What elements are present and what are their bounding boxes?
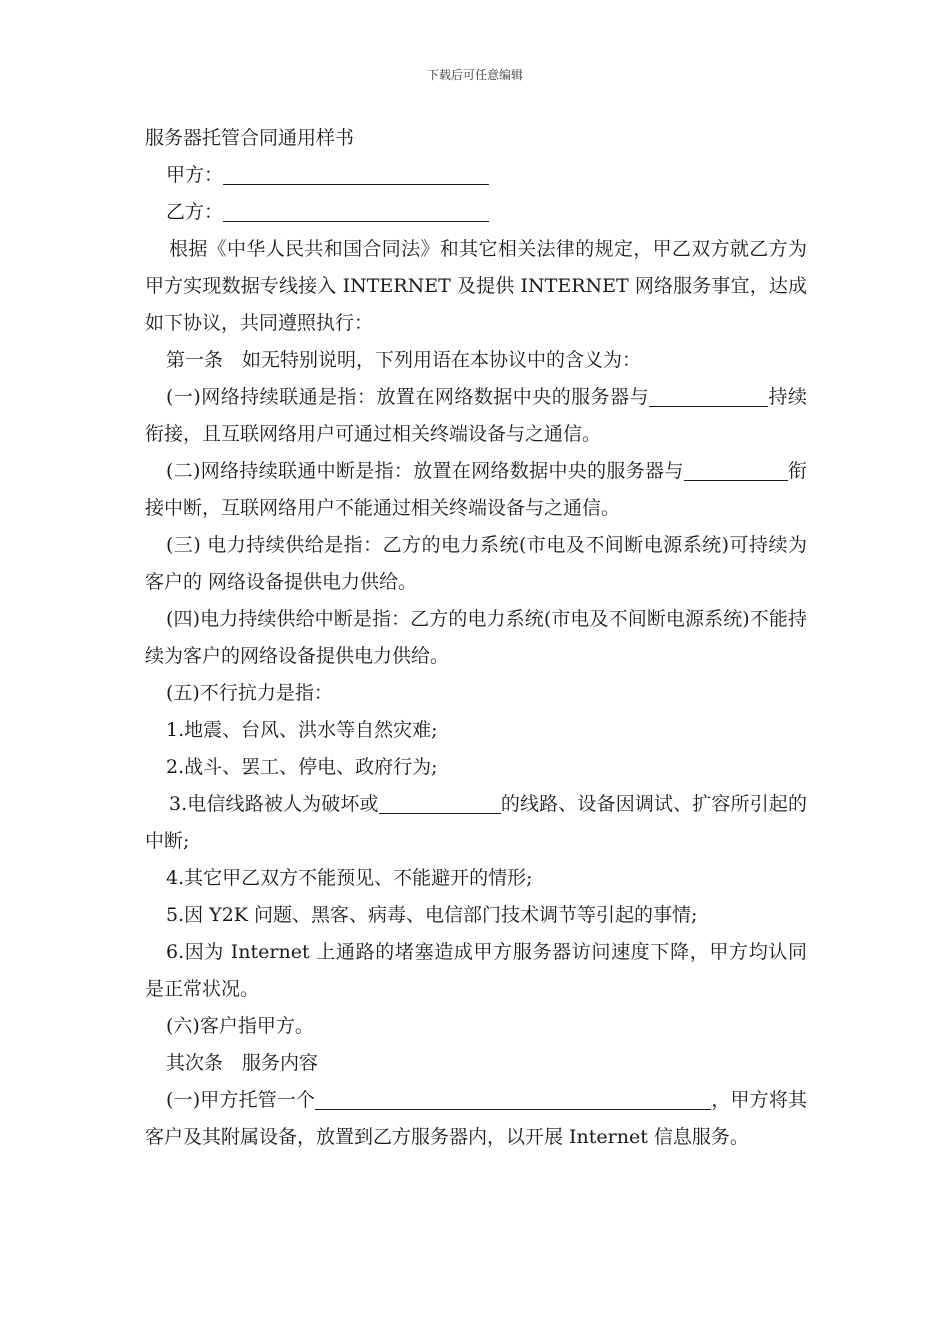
page-header-note: 下载后可任意编辑 [426, 68, 523, 82]
party-b-line [145, 194, 807, 231]
definition-1-text-a: (一)网络持续联通是指：放置在网络数据中央的服务器与 [166, 386, 650, 408]
force-majeure-2: 2.战斗、罢工、停电、政府行为; [166, 756, 438, 778]
article-2-heading: 其次条 服务内容 [166, 1052, 319, 1074]
force-majeure-1: 1.地震、台风、洪水等自然灾难; [166, 719, 438, 741]
definition-2-text-b: 衔接中断，互联网络用户不能通过相关终端设备与之通信。 [145, 460, 807, 519]
definition-6: (六)客户指甲方。 [166, 1015, 314, 1037]
definition-2-field-b[interactable] [726, 458, 788, 481]
doc-title: 服务器托管合同通用样书 [145, 127, 355, 149]
force-majeure-6: 6.因为 Internet 上通路的堵塞造成甲方服务器访问速度下降，甲方均认同是正常状况。 [145, 941, 807, 1000]
intro-paragraph: 根据《中华人民共和国合同法》和其它相关法律的规定，甲乙双方就乙方为甲方实现数据专线接入 INTERNET 及提供 INTERNET 网络服务事宜，达成如下协议，共同遵照执行： [145, 238, 807, 334]
service-1 [145, 1082, 807, 1156]
party-a-label: 甲方： [166, 164, 224, 186]
force-majeure-3-text-b: 的线路、设备因调试、扩容所引起的中断; [145, 793, 807, 852]
force-majeure-3-text-a: 3.电信线路被人为破坏或 [169, 793, 379, 815]
force-majeure-3-field[interactable] [379, 791, 501, 814]
definition-2-field-a[interactable] [684, 458, 726, 481]
definition-1-field-b[interactable] [737, 384, 768, 407]
definition-5: (五)不行抗力是指： [166, 682, 333, 704]
service-1-text-a: (一)甲方托管一个 [166, 1089, 316, 1111]
definition-1 [145, 379, 807, 453]
party-b-label: 乙方： [166, 201, 224, 223]
definition-3: (三) 电力持续供给是指：乙方的电力系统(市电及不间断电源系统)可持续为客户的 网络设备提供电力供给。 [145, 534, 807, 593]
definition-2-text-a: (二)网络持续联通中断是指：放置在网络数据中央的服务器与 [166, 460, 684, 482]
party-a-field[interactable] [223, 162, 489, 185]
service-1-text-b: ，甲方将其客户及其附属设备，放置到乙方服务器内，以开展 Internet 信息服务。 [145, 1089, 807, 1148]
service-1-field[interactable] [315, 1087, 711, 1110]
definition-2 [145, 453, 807, 527]
force-majeure-5: 5.因 Y2K 问题、黑客、病毒、电信部门技术调节等引起的事情; [166, 904, 698, 926]
article-1-heading: 第一条 如无特别说明，下列用语在本协议中的含义为： [166, 349, 642, 371]
document-body [145, 120, 807, 1156]
party-b-field[interactable] [223, 199, 489, 222]
definition-4: (四)电力持续供给中断是指：乙方的电力系统(市电及不间断电源系统)不能持续为客户的网络设备提供电力供给。 [145, 608, 807, 667]
definition-1-field-a[interactable] [649, 384, 737, 407]
party-a-line [145, 157, 807, 194]
definition-1-text-b: 持续衔接，且互联网络用户可通过相关终端设备与之通信。 [145, 386, 807, 445]
force-majeure-3 [145, 786, 807, 860]
force-majeure-4: 4.其它甲乙双方不能预见、不能避开的情形; [166, 867, 533, 889]
